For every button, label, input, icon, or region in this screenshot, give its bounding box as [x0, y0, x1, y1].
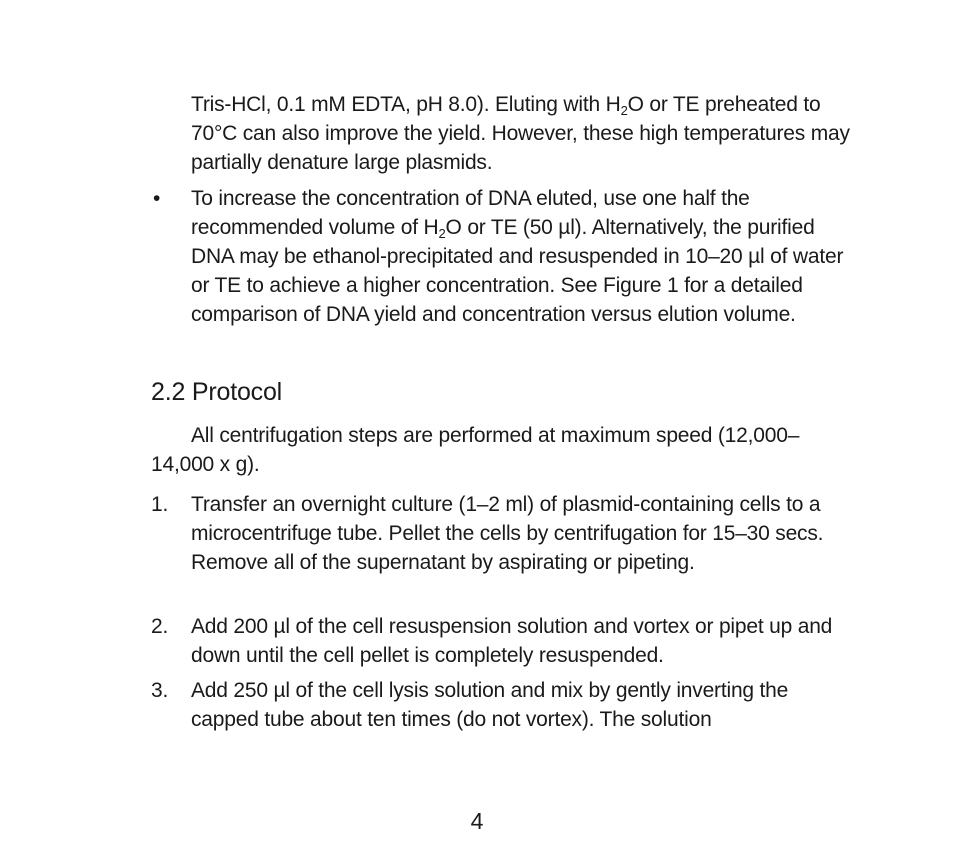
continued-text-end: O or TE preheated to 70°C can also improve the yield. However, these high temperatures may partially denature large plasmids. [191, 93, 850, 174]
section-intro: All centrifugation steps are performed at maximum speed (12,000–14,000 x g). [151, 424, 800, 476]
step-number: 2. [151, 615, 169, 638]
section-heading: 2.2 Protocol [151, 378, 283, 406]
subscript-2: 2 [620, 103, 628, 118]
step-text: Add 200 µl of the cell resuspension solution and vortex or pipet up and down until the cell pellet is completely resuspended. [191, 615, 833, 667]
step-text: Transfer an overnight culture (1–2 ml) of plasmid-containing cells to a microcentrifuge tube. Pellet the cells by centrifugation for 15–30 secs. Remove all of the supernatant by aspirating or pipeting. [191, 493, 824, 574]
step-number: 1. [151, 493, 169, 516]
bullet-text-end: O or TE (50 µl). Alternatively, the purified DNA may be ethanol-precipitated and resuspended in 10–20 µl of water or TE to achieve a higher concentration. See Figure 1 for a detailed comparison of DNA yield and concentration versus elution volume. [191, 216, 844, 326]
step-text: Add 250 µl of the cell lysis solution and mix by gently inverting the capped tube about ten times (do not vortex). The solution [191, 679, 789, 731]
bullet-text-start: To increase the concentration of DNA eluted, use one half the recommended volume of H [191, 187, 750, 239]
continued-text-start: Tris-HCl, 0.1 mM EDTA, pH 8.0). Eluting with H [191, 93, 621, 116]
bullet-text [191, 184, 851, 329]
step-number: 3. [151, 679, 169, 702]
page-number: 4 [470, 808, 484, 834]
bullet-marker: • [153, 187, 161, 210]
continued-paragraph [191, 90, 851, 177]
subscript-2: 2 [438, 226, 446, 241]
